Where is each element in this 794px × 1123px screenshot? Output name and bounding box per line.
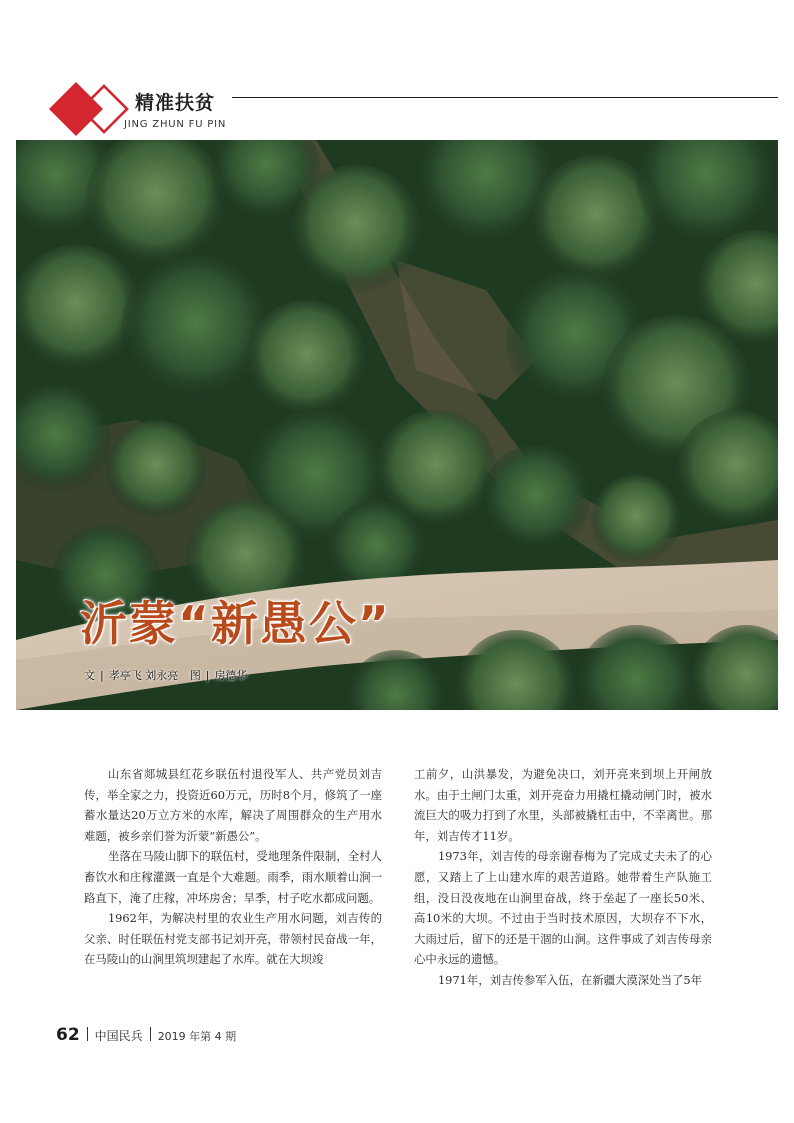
paragraph-continuation: 工前夕，山洪暴发，为避免决口，刘开亮来到坝上开闸放水。由于土闸门太重，刘开亮奋力用撬杠撬动闸门时，被水流巨大的吸力打到了水里，头部被撬杠击中，不幸离世。那年，刘吉传才11岁。 [414, 767, 712, 843]
byline: 文 | 孝亭飞 刘永亮 图 | 房德华 [84, 669, 248, 682]
byline-text-label: 文 [84, 669, 95, 682]
article-headline: 沂蒙“新愚公” [80, 597, 391, 652]
page-number: 62 [56, 1025, 80, 1045]
issue-label: 2019 年第 4 期 [157, 1030, 237, 1043]
diamond-logo-icon [48, 78, 134, 138]
paragraph: 山东省郯城县红花乡联伍村退役军人、共产党员刘吉传，举全家之力，投资近60万元，历时8个月，修筑了一座蓄水量达20万立方米的水库，解决了周围群众的生产用水难题，被乡亲们誉为沂蒙“新愚公”。 [84, 767, 382, 843]
footer-divider [150, 1027, 151, 1041]
publication-name: 中国民兵 [94, 1029, 143, 1043]
section-pinyin: JING ZHUN FU PIN [124, 119, 227, 130]
paragraph: 1973年，刘吉传的母亲谢春梅为了完成丈夫未了的心愿，又踏上了上山建水库的艰苦道路。她带着生产队施工组，没日没夜地在山涧里奋战，终于垒起了一座长50米、高10米的大坝。不过由于当时技术原因，大坝存不下水，大雨过后，留下的还是干涸的山涧。这件事成了刘吉传母亲心中永远的遗憾。 [414, 849, 712, 967]
paragraph: 1962年，为解决村里的农业生产用水问题，刘吉传的父亲、时任联伍村党支部书记刘开亮，带领村民奋战一年，在马陵山的山涧里筑坝建起了水库。就在大坝竣 [84, 911, 382, 967]
byline-authors: 孝亭飞 刘永亮 [108, 669, 179, 682]
page-footer [56, 1025, 236, 1045]
paragraph: 坐落在马陵山脚下的联伍村，受地理条件限制，全村人畜饮水和庄稼灌溉一直是个大难题。雨季，雨水顺着山涧一路直下，淹了庄稼，冲坏房舍；旱季，村子吃水都成问题。 [84, 849, 382, 905]
article-left-column [84, 764, 382, 970]
section-logo [48, 78, 134, 138]
byline-photo-label: 图 [189, 669, 201, 682]
article-right-column [414, 764, 712, 991]
paragraph: 1971年，刘吉传参军入伍，在新疆大漠深处当了5年 [437, 972, 702, 987]
footer-divider [87, 1027, 88, 1041]
byline-photographer: 房德华 [214, 669, 248, 682]
header-rule [232, 97, 778, 98]
section-title: 精准扶贫 [135, 92, 216, 114]
